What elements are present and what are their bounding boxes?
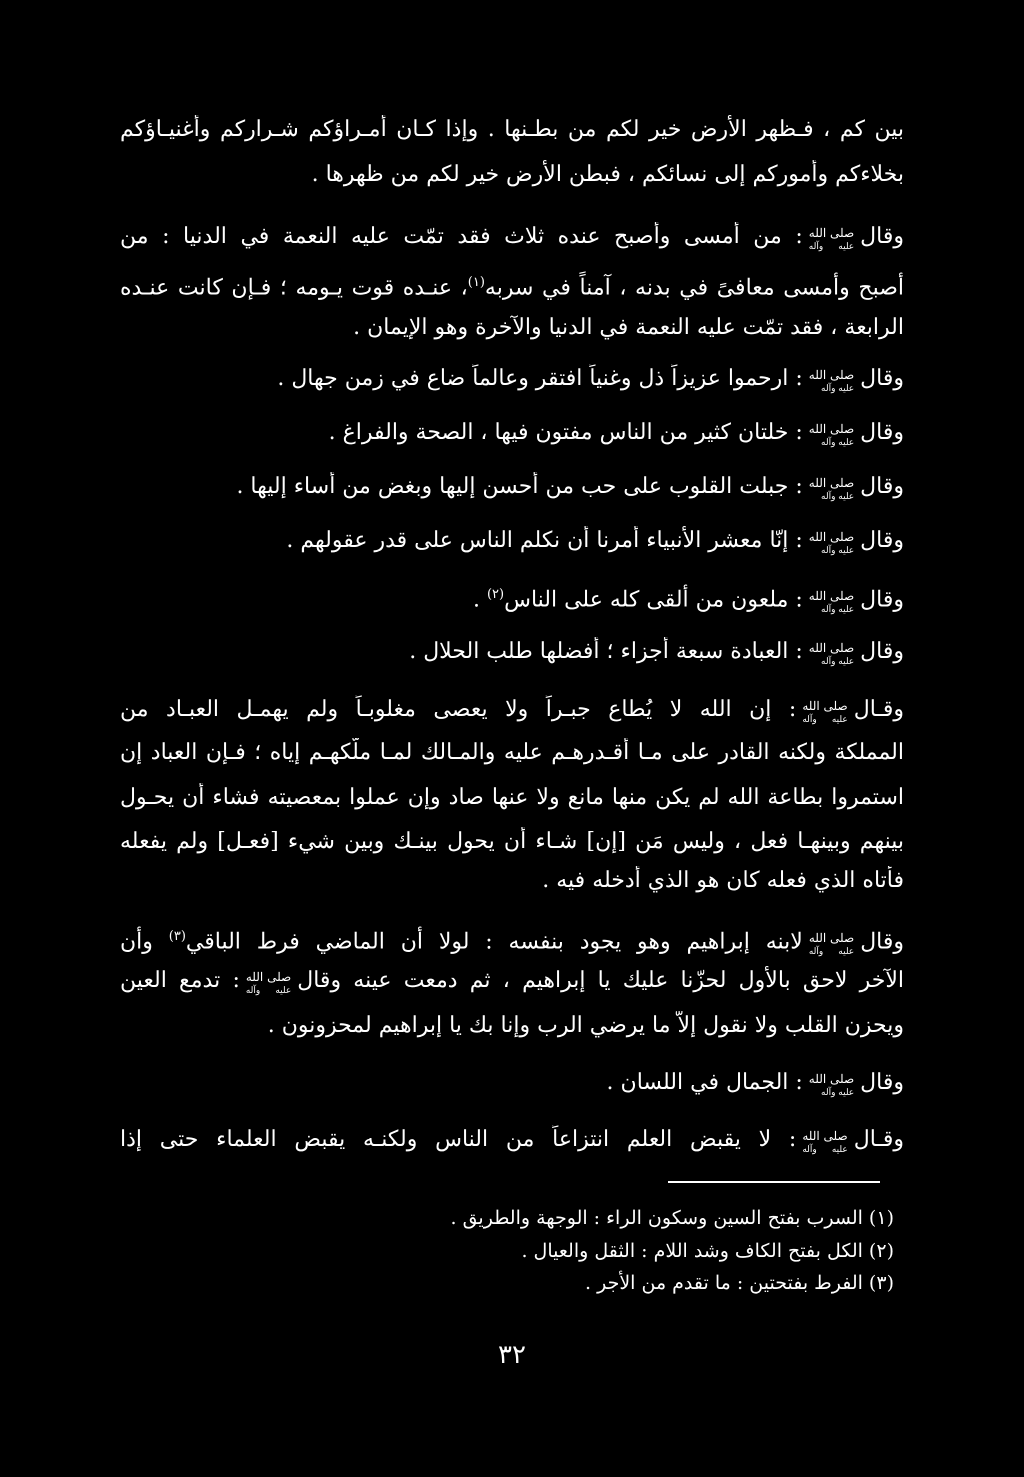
line-4a-text: أصبح وأمسى معافىً في بدنه ، آمناً في سربه	[484, 275, 904, 301]
line-16-text: فأتاه الذي فعله كان هو الذي أدخله فيه .	[542, 868, 904, 893]
salawat-icon: صلى الله عليه وآله	[245, 970, 292, 996]
line-18-end: : تدمع العين	[120, 968, 240, 993]
footnote-1: (١) السرب بفتح السين وسكون الراء : الوجهة والطريق .	[450, 1207, 894, 1229]
speaker-label: وقال	[860, 929, 904, 955]
footnote-divider	[668, 1181, 880, 1183]
text-line-1	[120, 115, 904, 145]
speaker-label: وقال	[860, 420, 904, 445]
salawat-icon: صلى الله عليه وآله	[808, 422, 855, 448]
line-4b-text: ، عنـده قوت يـومه ؛ فـإن كانت عنـده	[120, 275, 468, 301]
text-line-3	[120, 222, 904, 252]
footnote-mark-2: (٢)	[486, 587, 505, 602]
text-line-17	[120, 922, 904, 957]
salawat-icon: صلى الله عليه وآله	[802, 699, 848, 725]
line-6-text: : ارحموا عزيزاً ذل وغنياً افتقر وعالماً ضاع في زمن جهال .	[277, 366, 803, 391]
text-line-7	[120, 418, 904, 448]
line-10-text: : ملعون من ألقى كله على الناس	[504, 587, 803, 613]
text-line-8	[120, 472, 904, 502]
text-line-5	[120, 313, 904, 343]
salawat-icon: صلى الله عليه وآله	[808, 368, 855, 394]
salawat-icon: صلى الله عليه وآله	[802, 1129, 848, 1155]
line-1-text: بين كم ، فـظهر الأرض خير لكم من بطـنها . وإذا كـان أُمـراؤكم شـراركم وأغنيـاؤكم	[120, 117, 904, 142]
speaker-label: وقـال	[853, 1127, 904, 1152]
line-5-text: الرابعة ، فقد تمّت عليه النعمة في الدنيا والآخرة وهو الإيمان .	[353, 315, 904, 340]
speaker-label: وقال	[860, 587, 904, 613]
speaker-label: وقال	[860, 224, 904, 249]
salawat-icon: صلى الله عليه وآله	[808, 1072, 855, 1098]
salawat-icon: صلى الله عليه وآله	[808, 589, 855, 616]
text-line-2	[120, 160, 904, 190]
line-13-text: المملكة ولكنه القادر على مـا أقـدرهـم عليه والمـالك لمـا ملّكهـم إياه ؛ فـإن العباد إن	[120, 740, 904, 765]
line-2-text: بخلاءكم وأموركم إلى نسائكم ، فبطن الأرض خير لكم من ظهرها .	[311, 162, 904, 187]
line-15-text: بينهم وبينهـا فعل ، وليس مَن [إن] شـاء أن يحول بينـك وبين شيء [فعـل] ولم يفعله	[120, 829, 904, 854]
footnote-2: (٢) الكل بفتح الكاف وشد اللام : الثقل والعيال .	[521, 1240, 894, 1262]
salawat-icon: صلى الله عليه وآله	[808, 476, 855, 502]
salawat-icon: صلى الله عليه وآله	[808, 530, 855, 556]
speaker-label: وقال	[860, 1070, 904, 1095]
footnote-3: (٣) الفرط بفتحتين : ما تقدم من الأجر .	[585, 1272, 894, 1294]
footnote-mark-3: (٣)	[168, 929, 186, 944]
line-14-text: استمروا بطاعة الله لم يكن منها مانع ولا عنها صاد وإن عملوا بمعصيته فشاء أن يحـول	[120, 785, 904, 810]
page-number: ٣٢	[498, 1340, 526, 1370]
line-7-text: : خلتان كثير من الناس مفتون فيها ، الصحة والفراغ .	[328, 420, 803, 445]
line-12-text: : إن الله لا يُطاع جبـراً ولا يعصى مغلوبـاً ولم يهمـل العبـاد من	[120, 697, 797, 722]
text-line-14	[120, 783, 904, 813]
text-line-13	[120, 738, 904, 768]
line-21-text: : لا يقبض العلم انتزاعاً من الناس ولكنـه يقبض العلماء حتى إذا	[120, 1127, 797, 1152]
speaker-label: وقـال	[853, 697, 904, 722]
line-17-text: لابنه إبراهيم وهو يجود بنفسه : لولا أن الماضي فرط الباقي	[185, 929, 803, 955]
line-8-text: : جبلت القلوب على حب من أحسن إليها وبغض من أساء إليها .	[236, 474, 803, 499]
line-20-text: : الجمال في اللسان .	[606, 1070, 803, 1095]
line-9-text: : إنّا معشر الأنبياء أُمرنا أن نكلم الناس على قدر عقولهم .	[286, 528, 803, 553]
text-line-20	[120, 1068, 904, 1098]
footnote-mark-1: (١)	[467, 275, 485, 290]
text-line-16	[120, 866, 904, 896]
text-line-4	[120, 268, 904, 303]
text-line-21	[120, 1125, 904, 1155]
text-line-15	[120, 827, 904, 857]
text-line-9	[120, 526, 904, 556]
line-19-text: ويحزن القلب ولا نقول إلاّ ما يرضي الرب وإنا بك يا إبراهيم لمحزونون .	[267, 1013, 904, 1038]
line-18-text: الآخر لاحق بالأول لحزّنا عليك يا إبراهيم ، ثم دمعت عينه وقال	[297, 968, 904, 993]
text-line-19	[120, 1011, 904, 1041]
text-line-18	[120, 966, 904, 996]
text-line-10: وقال صلى الله عليه وآله : ملعون من ألقى كله على الناس$^{(٢)}$ .	[472, 587, 904, 616]
speaker-label: وقال	[860, 474, 904, 499]
line-11-text: : العبادة سبعة أجزاء ؛ أفضلها طلب الحلال .	[409, 639, 803, 664]
salawat-icon: صلى الله عليه وآله	[808, 641, 855, 667]
line-17-end: وأن	[120, 929, 153, 955]
salawat-icon: صلى الله عليه وآله	[808, 226, 855, 252]
salawat-icon: صلى الله عليه وآله	[808, 931, 855, 958]
text-line-12	[120, 695, 904, 725]
speaker-label: وقال	[860, 639, 904, 664]
text-line-6	[120, 364, 904, 394]
speaker-label: وقال	[860, 366, 904, 391]
speaker-label: وقال	[860, 528, 904, 553]
line-3-text: : من أمسى وأصبح عنده ثلاث فقد تمّت عليه النعمة في الدنيا : من	[120, 224, 803, 249]
text-line-11	[120, 637, 904, 667]
